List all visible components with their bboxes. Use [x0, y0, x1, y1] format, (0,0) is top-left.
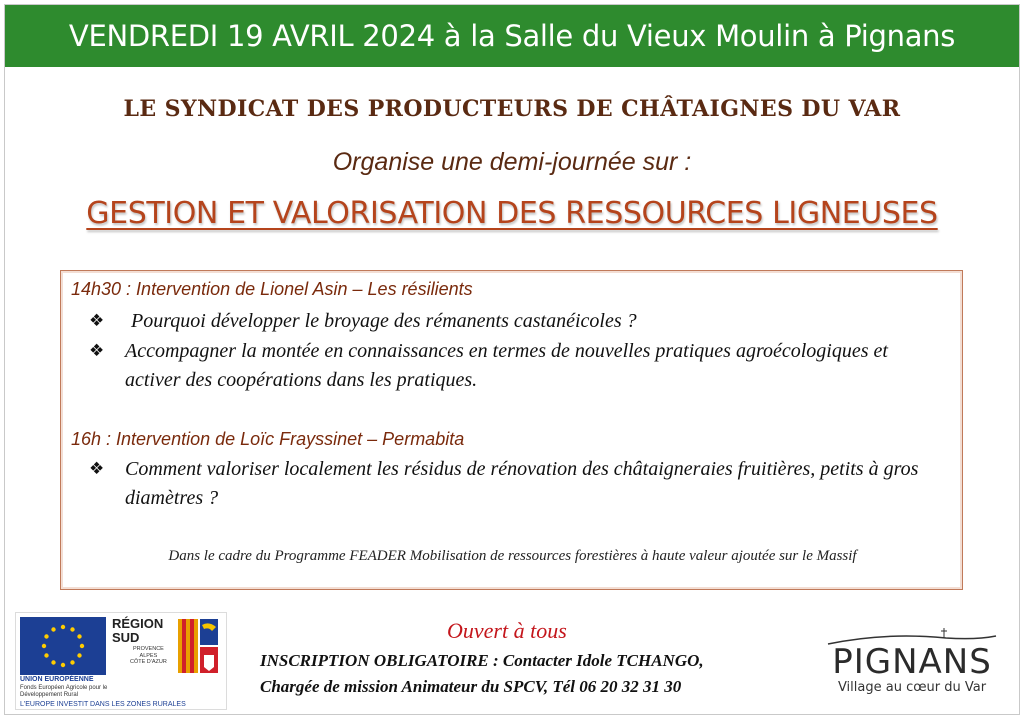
- eu-fund: Fonds Européen Agricole pour le Développement Rural: [20, 685, 108, 698]
- region-subtitle: [130, 646, 167, 666]
- topic-heading: GESTION ET VALORISATION DES RESSOURCES LIGNEUSES: [86, 196, 938, 231]
- eu-name: UNION EUROPÉENNE: [20, 676, 94, 683]
- event-date-text: VENDREDI 19 AVRIL 2024 à la Salle du Vieux Moulin à Pignans: [68, 19, 956, 53]
- pignans-logo: [826, 626, 998, 700]
- session-1-bullet-1: [89, 307, 939, 336]
- event-date-banner: [5, 5, 1019, 67]
- registration-text: INSCRIPTION OBLIGATOIRE : Contacter Idole TCHANGO,: [260, 651, 704, 670]
- contact-text: Chargée de mission Animateur du SPCV, Tél 06 20 32 31 30: [260, 677, 682, 696]
- partner-logos: [15, 612, 227, 710]
- region-name-line-1: RÉGION: [112, 616, 164, 631]
- region-sub-2: ALPES: [139, 652, 158, 659]
- program-box: [60, 270, 963, 590]
- session-2-bullet-1: [89, 455, 939, 513]
- region-sub-1: PROVENCE: [132, 646, 164, 652]
- diamond-bullet-icon: ❖: [89, 459, 105, 479]
- feader-footnote: Dans le cadre du Programme FEADER Mobilisation de ressources forestières à haute valeur ajoutée sur le Massif: [168, 548, 857, 564]
- session-2-title: 16h : Intervention de Loïc Frayssinet – Permabita: [71, 429, 465, 449]
- bullet-text: Accompagner la montée en connaissances en termes de nouvelles pratiques agroécologiques et activer des coopérations dans les pratiques.: [125, 340, 888, 391]
- diamond-bullet-icon: ❖: [89, 341, 105, 361]
- eu-motto: L'EUROPE INVESTIT DANS LES ZONES RURALES: [20, 701, 186, 708]
- pignans-tagline: Village au cœur du Var: [837, 680, 987, 695]
- region-shield-icon: [176, 617, 220, 675]
- organise-subtitle: Organise une demi-journée sur :: [332, 148, 692, 176]
- diamond-bullet-icon: ❖: [89, 311, 105, 331]
- region-logo-text: [112, 617, 163, 645]
- organizer-title: LE SYNDICAT DES PRODUCTEURS DE CHÂTAIGNES DU VAR: [123, 96, 901, 122]
- open-to-all-label: Ouvert à tous: [447, 618, 567, 643]
- session-1-title: 14h30 : Intervention de Lionel Asin – Les résilients: [71, 279, 473, 299]
- eu-flag-icon: [20, 617, 106, 675]
- session-1-bullet-2: [89, 337, 939, 395]
- bullet-text: Comment valoriser localement les résidus de rénovation des châtaigneraies fruitières, petits à gros diamètres ?: [125, 458, 919, 509]
- bullet-text: Pourquoi développer le broyage des rémanents castanéicoles ?: [131, 310, 637, 332]
- region-sub-3: CÔTE D'AZUR: [130, 659, 167, 665]
- region-name-line-2: SUD: [112, 630, 140, 645]
- pignans-wordmark: PIGNANS: [832, 642, 992, 682]
